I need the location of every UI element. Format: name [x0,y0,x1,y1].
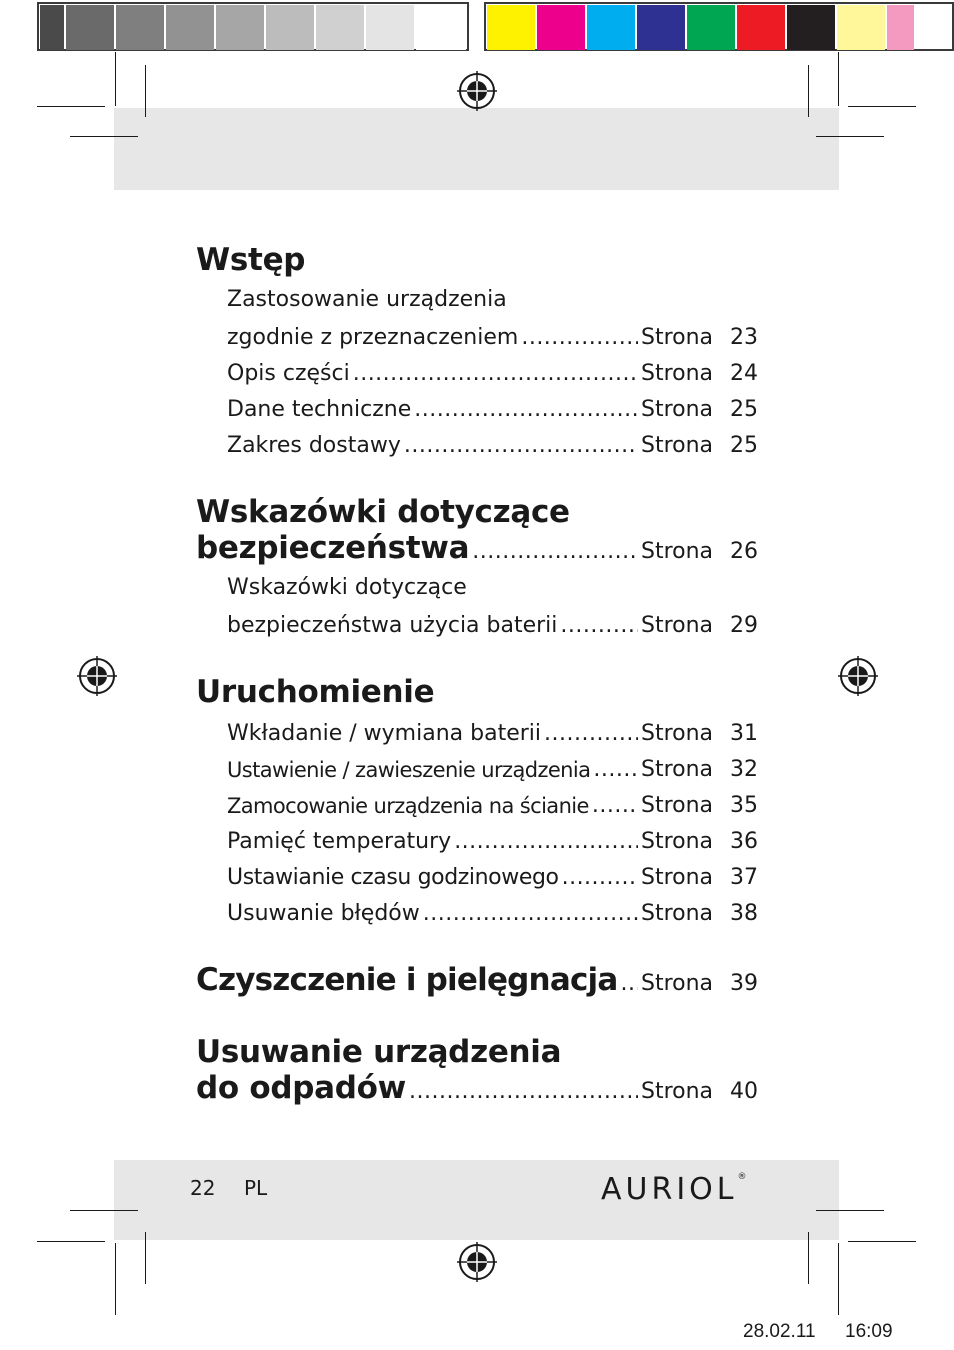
toc-entry[interactable] [227,858,758,892]
brand-name: AURIOL [601,1172,738,1207]
crop-mark [808,1232,809,1284]
toc-entry-label: zgodnie z przeznaczeniem [227,325,519,350]
light-yellow-swatch [837,5,885,50]
toc-entry[interactable] [227,894,758,928]
leader-dots [414,396,638,424]
toc-entry-page: 23 [730,325,758,350]
toc-entry-page: 39 [730,971,758,996]
leader-dots [521,324,638,352]
toc-entry-strona: Strona [641,397,714,422]
blue-swatch [637,5,685,50]
toc-entry-strona: Strona [641,901,714,926]
toc-section-entry[interactable] [196,532,758,566]
print-time: 16:09 [845,1321,893,1342]
leader-dots [454,828,638,856]
toc-entry-page: 31 [730,721,758,746]
cyan-swatch [587,5,635,50]
toc-entry-page: 25 [730,433,758,458]
section-heading: do odpadów [196,1070,407,1106]
leader-dots [404,432,638,460]
toc-entry-strona: Strona [641,1079,714,1104]
toc-entry-page: 37 [730,865,758,890]
page-number: 22 [190,1176,216,1200]
registration-mark-icon [457,71,497,111]
leader-dots [562,864,638,892]
toc-entry-strona: Strona [641,757,714,782]
print-date: 28.02.11 [743,1321,816,1342]
toc-entry-strona: Strona [641,865,714,890]
registration-mark-icon [457,1242,497,1282]
toc-entry-label: Usuwanie błędów [227,901,420,926]
crop-mark [838,52,839,106]
leader-dots [620,970,638,998]
toc-entry-page: 32 [730,757,758,782]
green-swatch [687,5,735,50]
toc-entry-strona: Strona [641,361,714,386]
toc-entry-strona: Strona [641,613,714,638]
toc-entry-strona: Strona [641,325,714,350]
leader-dots [423,900,638,928]
crop-mark [145,1232,146,1284]
toc-section-entry[interactable] [196,1072,758,1106]
gray-swatch-8 [366,5,414,50]
toc-entry-page: 24 [730,361,758,386]
leader-dots [592,792,638,820]
toc-entry-strona: Strona [641,433,714,458]
toc-entry-label: Pamięć temperatury [227,829,452,854]
toc-entry[interactable] [227,318,758,352]
red-swatch [737,5,785,50]
toc-entry-page: 25 [730,397,758,422]
toc-entry-preline: Wskazówki dotyczące [227,575,467,600]
gray-swatch-1 [40,5,64,50]
section-heading: Czyszczenie i pielęgnacja [196,962,618,998]
leader-dots [544,720,638,748]
registration-mark-icon [838,656,878,696]
toc-entry-label: Wkładanie / wymiana baterii [227,721,541,746]
section-heading: bezpieczeństwa [196,530,470,566]
toc-entry-page: 35 [730,793,758,818]
black-swatch [787,5,835,50]
toc-entry[interactable] [227,786,758,820]
gray-swatch-3 [116,5,164,50]
crop-mark [37,106,105,107]
header-band [114,108,839,190]
crop-mark [848,106,916,107]
toc-entry[interactable] [227,606,758,640]
toc-entry-strona: Strona [641,829,714,854]
leader-dots [593,756,638,784]
crop-mark [145,65,146,117]
pink-swatch [887,5,914,50]
toc-entry-strona: Strona [641,539,714,564]
crop-mark [115,52,116,106]
toc-entry-page: 38 [730,901,758,926]
toc-entry[interactable] [227,354,758,388]
toc-entry-page: 29 [730,613,758,638]
toc-entry-label: Ustawienie / zawieszenie urządzenia [227,758,591,782]
toc-entry-strona: Strona [641,721,714,746]
crop-mark [816,136,884,137]
gray-swatch-5 [216,5,264,50]
leader-dots [560,612,638,640]
crop-mark [838,1243,839,1315]
gray-swatch-6 [266,5,314,50]
toc-entry-label: Opis części [227,361,350,386]
leader-dots [353,360,638,388]
section-heading: Uruchomienie [196,674,435,710]
toc-entry-label: Zakres dostawy [227,433,401,458]
toc-entry-strona: Strona [641,793,714,818]
toc-entry-label: bezpieczeństwa użycia baterii [227,613,558,638]
leader-dots [409,1078,638,1106]
toc-entry-label: Ustawianie czasu godzinowego [227,865,559,890]
section-heading: Usuwanie urządzenia [196,1034,562,1070]
toc-entry-strona: Strona [641,971,714,996]
crop-mark [70,1210,138,1211]
crop-mark [37,1241,105,1242]
toc-section-entry[interactable] [196,964,758,998]
crop-mark [115,1243,116,1315]
toc-entry[interactable] [227,822,758,856]
language-code: PL [244,1176,268,1200]
crop-mark [70,136,138,137]
gray-swatch-2 [66,5,114,50]
gray-swatch-4 [166,5,214,50]
leader-dots [472,538,638,566]
toc-entry-label: Dane techniczne [227,397,412,422]
crop-mark [848,1241,916,1242]
section-heading: Wstęp [196,242,306,278]
crop-mark [808,65,809,117]
toc-entry-page: 40 [730,1079,758,1104]
yellow-swatch [487,5,535,50]
toc-entry-page: 26 [730,539,758,564]
magenta-swatch [537,5,585,50]
toc-entry[interactable] [227,426,758,460]
toc-entry[interactable] [227,750,758,784]
section-heading: Wskazówki dotyczące [196,494,570,530]
gray-swatch-7 [316,5,364,50]
toc-entry-page: 36 [730,829,758,854]
toc-entry-preline: Zastosowanie urządzenia [227,287,507,312]
registration-mark-icon [77,656,117,696]
gray-swatch-9 [416,5,466,50]
brand-logo [601,1172,747,1207]
toc-entry[interactable] [227,714,758,748]
toc-entry[interactable] [227,390,758,424]
registered-mark: ® [737,1172,747,1182]
crop-mark [816,1210,884,1211]
toc-entry-label: Zamocowanie urządzenia na ścianie [227,794,589,818]
